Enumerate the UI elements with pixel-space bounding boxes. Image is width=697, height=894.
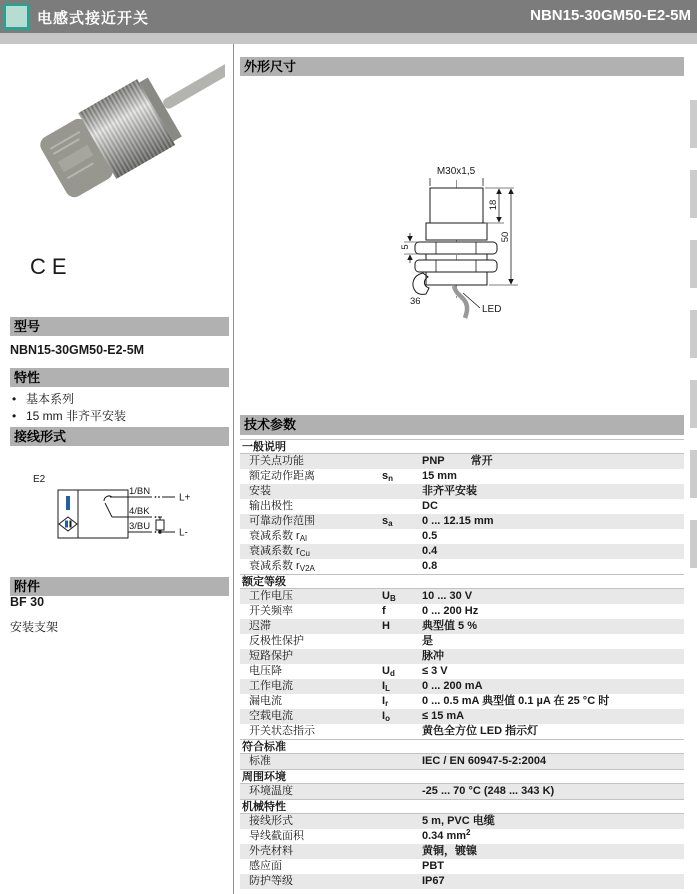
param-label: 短路保护 — [249, 650, 293, 662]
table-row — [240, 859, 684, 874]
param-value: -25 ... 70 °C (248 ... 343 K) — [422, 785, 555, 797]
param-value: ≤ 15 mA — [422, 710, 465, 722]
param-value: 典型值 5 % — [422, 620, 478, 632]
table-row — [240, 484, 684, 499]
param-value: 脉冲 — [422, 650, 444, 662]
dim-total-length: 50 — [500, 231, 511, 243]
accessory-name: BF 30 — [10, 595, 45, 609]
table-row — [240, 709, 684, 724]
model-number: NBN15-30GM50-E2-5M — [10, 343, 145, 357]
param-symbol — [382, 499, 422, 514]
bullet-icon: • — [12, 392, 17, 406]
dim-wrench-size: 36 — [410, 296, 421, 307]
param-symbol — [382, 529, 422, 544]
accessory-description: 安装支架 — [10, 620, 59, 634]
header-model-number: NBN15-30GM50-E2-5M — [530, 7, 691, 24]
param-value: 0.5 — [422, 530, 438, 542]
terminal-label-lminus: L- — [179, 527, 188, 539]
table-row — [240, 829, 684, 844]
table-group-header: 额定等级 — [240, 574, 684, 589]
page-edge-marks — [690, 100, 697, 572]
table-row — [240, 694, 684, 709]
table-group-header: 符合标准 — [240, 739, 684, 754]
param-label: 环境温度 — [249, 785, 293, 797]
terminal-label-lplus: L+ — [179, 492, 191, 504]
param-label: 输出极性 — [249, 500, 293, 512]
param-value: DC — [422, 500, 438, 512]
param-label: 工作电流 — [249, 680, 293, 692]
param-label: 感应面 — [249, 860, 282, 872]
table-row — [240, 529, 684, 544]
brand-logo-icon — [3, 3, 30, 30]
table-row — [240, 559, 684, 574]
param-value: 0 ... 200 mA — [422, 680, 483, 692]
param-symbol — [382, 484, 422, 499]
table-row — [240, 724, 684, 739]
param-symbol: $s_n$ — [382, 470, 394, 483]
param-symbol — [382, 724, 422, 739]
load-resistor-icon — [156, 520, 164, 530]
table-row — [240, 544, 684, 559]
param-value: 15 mm — [422, 470, 457, 482]
dimension-drawing — [350, 152, 600, 322]
param-symbol — [382, 784, 422, 799]
tech-table — [240, 439, 684, 889]
param-symbol: $U_d$ — [382, 665, 395, 678]
section-bar-dimensions: 外形尺寸 — [240, 57, 684, 76]
section-bar-tech: 技术参数 — [240, 415, 684, 435]
param-symbol — [382, 859, 422, 874]
feature-item: • 基本系列 — [12, 392, 75, 406]
section-bar-features: 特性 — [10, 368, 229, 387]
param-value: IP67 — [422, 875, 445, 887]
hex-nut-2 — [415, 260, 497, 272]
table-row — [240, 784, 684, 799]
led-label: LED — [482, 304, 502, 315]
section-bar-accessories: 附件 — [10, 577, 229, 596]
param-symbol — [382, 754, 422, 769]
param-value: 10 ... 30 V — [422, 590, 473, 602]
bullet-icon: • — [12, 409, 17, 423]
table-row — [240, 634, 684, 649]
param-symbol: f — [382, 605, 386, 617]
table-row — [240, 589, 684, 604]
features-list — [12, 391, 126, 425]
param-value: 0 ... 0.5 mA 典型值 0.1 µA 在 25 °C 时 — [422, 695, 610, 707]
param-value: 是 — [422, 635, 433, 647]
param-value: 0.34 $mm^2$ — [422, 828, 471, 842]
ce-mark: CE — [30, 254, 73, 279]
table-row — [240, 844, 684, 859]
table-row — [240, 469, 684, 484]
param-label: 反极性保护 — [249, 635, 304, 647]
table-row — [240, 664, 684, 679]
param-value: IEC / EN 60947-5-2:2004 — [422, 755, 547, 767]
param-label: 衰减系数 $r_{V2A}$ — [249, 560, 315, 573]
param-value: 0 ... 12.15 mm — [422, 515, 494, 527]
param-symbol — [382, 454, 422, 469]
param-symbol — [382, 634, 422, 649]
param-value: 0.8 — [422, 560, 438, 572]
table-row — [240, 649, 684, 664]
param-value: PBT — [422, 860, 444, 872]
param-label: 空载电流 — [249, 710, 293, 722]
param-value: 5 m, PVC 电缆 — [422, 815, 495, 827]
wire-label-bk: 4/BK — [129, 506, 150, 517]
product-photo — [25, 50, 225, 210]
section-bar-model: 型号 — [10, 317, 229, 336]
param-symbol: $U_B$ — [382, 590, 396, 603]
table-group-header: 机械特性 — [240, 799, 684, 814]
param-symbol: $I_o$ — [382, 710, 390, 723]
param-value: 黄铜，镀镍 — [422, 845, 477, 857]
table-row — [240, 814, 684, 829]
param-label: 标准 — [249, 755, 271, 767]
param-symbol — [382, 814, 422, 829]
cable — [454, 286, 467, 318]
wire-label-bu: 3/BU — [129, 521, 151, 532]
diagram-type-label: E2 — [33, 474, 46, 485]
wiring-diagram — [22, 462, 207, 557]
table-row — [240, 874, 684, 889]
param-value: 非齐平安装 — [422, 485, 477, 497]
param-symbol: $I_r$ — [382, 695, 389, 708]
param-label: 导线截面积 — [249, 830, 304, 842]
param-label: 可靠动作范围 — [249, 515, 315, 527]
feature-item: • 15 mm 非齐平安装 — [12, 409, 127, 423]
param-label: 安装 — [249, 485, 271, 497]
param-label: 接线形式 — [249, 815, 293, 827]
wire-label-bn: 1/BN — [129, 486, 151, 497]
sensor-thread-section — [430, 188, 483, 223]
param-label: 衰减系数 $r_{Al}$ — [249, 530, 307, 543]
header-substrip — [0, 33, 697, 44]
table-row — [240, 514, 684, 529]
thread-size-label: M30x1,5 — [436, 166, 476, 177]
param-symbol — [382, 649, 422, 664]
table-row — [240, 604, 684, 619]
param-symbol: H — [382, 620, 390, 632]
param-value: 黄色全方位 LED 指示灯 — [422, 725, 539, 737]
param-value: 0.4 — [422, 545, 438, 557]
param-value: 0 ... 200 Hz — [422, 605, 479, 617]
table-row — [240, 679, 684, 694]
hex-nut-1 — [415, 242, 497, 254]
table-row — [240, 619, 684, 634]
param-symbol: $I_L$ — [382, 680, 390, 693]
param-label: 迟滞 — [249, 620, 271, 632]
param-symbol — [382, 544, 422, 559]
param-symbol — [382, 559, 422, 574]
param-label: 开关频率 — [249, 605, 293, 617]
table-row — [240, 754, 684, 769]
param-symbol: $s_a$ — [382, 515, 393, 528]
table-row — [240, 499, 684, 514]
dim-nut-height: 5 — [400, 244, 411, 250]
table-group-header: 周围环境 — [240, 769, 684, 784]
param-label: 工作电压 — [249, 590, 293, 602]
param-symbol — [382, 829, 422, 844]
param-symbol — [382, 844, 422, 859]
param-value: PNP 常开 — [422, 455, 493, 467]
product-family-title: 电感式接近开关 — [37, 10, 150, 27]
column-divider — [233, 44, 234, 894]
table-group-header: 一般说明 — [240, 439, 684, 454]
param-label: 开关点功能 — [249, 455, 304, 467]
table-row — [240, 454, 684, 469]
output-symbol-icon — [66, 496, 70, 510]
param-value-2: 常开 — [470, 455, 493, 467]
param-label: 漏电流 — [249, 695, 282, 707]
section-bar-connection: 接线形式 — [10, 427, 229, 446]
param-symbol — [382, 874, 422, 889]
param-label: 外壳材料 — [249, 845, 293, 857]
param-label: 防护等级 — [249, 875, 293, 887]
param-label: 额定动作距离 — [249, 470, 315, 482]
page-header — [0, 0, 697, 33]
param-value: ≤ 3 V — [422, 665, 448, 677]
param-label: 电压降 — [249, 665, 282, 677]
param-label: 开关状态指示 — [249, 725, 315, 737]
param-label: 衰减系数 $r_{Cu}$ — [249, 545, 310, 558]
dim-thread-length: 18 — [488, 199, 499, 211]
